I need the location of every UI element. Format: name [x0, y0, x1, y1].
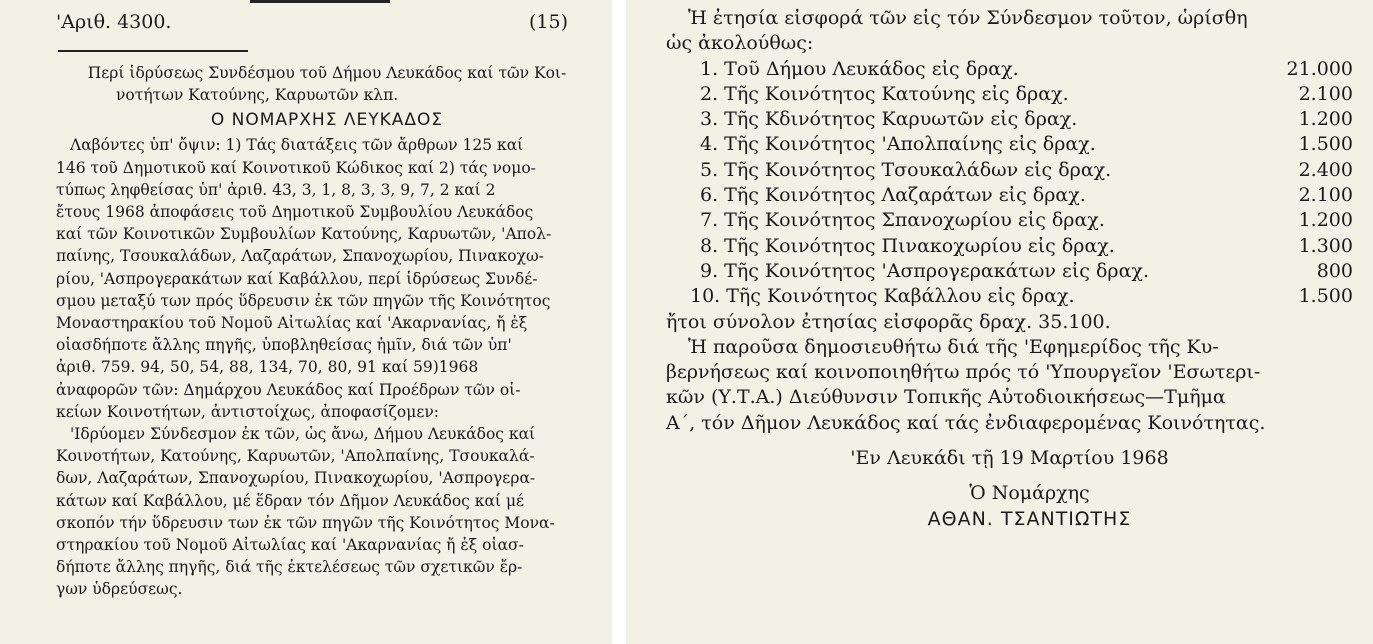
contribution-amount: 2.100 — [1298, 184, 1353, 207]
contribution-amount: 1.200 — [1298, 209, 1353, 232]
signature-name: ΑΘΑΝ. ΤΣΑΝΤΙΩΤΗΣ — [927, 507, 1132, 530]
contribution-label: 1. Τοῦ Δήμου Λευκάδος εἰς δραχ. — [700, 57, 1019, 80]
contribution-label: 10. Τῆς Κοινότητος Καβάλλου εἰς δραχ. — [690, 285, 1075, 308]
place-date: 'Εν Λευκάδι τῇ 19 Μαρτίου 1968 — [850, 447, 1169, 470]
right-page — [626, 0, 1373, 644]
body-line: στηρακίου τοῦ Νομοῦ Αἰτωλίας καί 'Ακαρνανίας ἤ ἐξ οἱασ- — [56, 536, 524, 555]
publication-line: Ἡ παροῦσα δημοσιευθήτω διά τῆς 'Εφημερίδος τῆς Κυ- — [688, 335, 1219, 358]
total-line: ἤτοι σύνολον ἐτησίας εἰσφορᾶς δραχ. 35.100. — [666, 310, 1111, 333]
publication-line: βερνήσεως καί κοινοποιηθήτω πρός τό 'Υπουργεῖον 'Εσωτερι- — [666, 361, 1261, 384]
contribution-amount: 2.400 — [1298, 158, 1353, 181]
contribution-amount: 21.000 — [1286, 57, 1353, 80]
body-line: 146 τοῦ Δημοτικοῦ καί Κοινοτικοῦ Κώδικος καί 2) τάς νομο- — [56, 158, 536, 177]
body-line: ἔτους 1968 ἀποφάσεις τοῦ Δημοτικοῦ Συμβουλίου Λευκάδος — [56, 203, 534, 222]
body-line: Μοναστηρακίου τοῦ Νομοῦ Αἰτωλίας καί 'Ακαρνανίας, ἤ ἐξ — [56, 314, 528, 333]
contribution-row — [666, 107, 1353, 132]
contribution-label: 3. Τῆς Κδινότητος Καρυωτῶν εἰς δραχ. — [700, 108, 1078, 131]
contribution-row — [666, 259, 1353, 284]
contribution-label: 4. Τῆς Κοινότητος 'Απολπαίνης εἰς δραχ. — [700, 133, 1096, 156]
body-line: δήποτε ἄλλης πηγῆς, διά τῆς ἐκτελέσεως τῶν σχετικῶν ἔρ- — [56, 558, 523, 577]
body-line: καί τῶν Κοινοτικῶν Συμβουλίων Κατούνης, Καρυωτῶν, 'Απολ- — [56, 225, 552, 244]
header-rule — [58, 50, 248, 52]
contribution-amount: 1.500 — [1298, 285, 1353, 308]
body-line: Κοινοτήτων, Κατούνης, Καρυωτῶν, 'Απολπαίνης, Τσουκαλά- — [56, 447, 535, 466]
contribution-row — [666, 284, 1353, 309]
body-line: τύπως ληφθείσας ὑπ' ἀριθ. 43, 3, 1, 8, 3, 3, 9, 7, 2 καί 2 — [56, 180, 496, 199]
body-line: σκοπόν τήν ὕδρευσιν των ἐκ τῶν πηγῶν τῆς Κοινότητος Μονα- — [56, 513, 555, 532]
intro-line: ὡς ἀκολούθως: — [666, 32, 814, 55]
contribution-label: 9. Τῆς Κοινότητος 'Ασπρογερακάτων εἰς δραχ. — [700, 259, 1149, 282]
right-body — [666, 6, 1353, 532]
publication-line: Α΄, τόν Δῆμον Λευκάδος καί τάς ἐνδιαφερομένας Κοινότητας. — [666, 411, 1266, 434]
authority-heading: Ο ΝΟΜΑΡΧΗΣ ΛΕΥΚΑΔΟΣ — [210, 110, 444, 131]
contribution-amount: 800 — [1316, 259, 1353, 282]
body-line: οἱασδήποτε ἄλλης πηγῆς, ὑποβληθείσας ἡμῖν, διά τῶν ὑπ' — [56, 336, 512, 355]
contribution-label: 7. Τῆς Κοινότητος Σπανοχωρίου εἰς δραχ. — [700, 209, 1105, 232]
publication-line: κῶν (Υ.Τ.Α.) Διεύθυνσιν Τοπικῆς Αὐτοδιοικήσεως—Τμῆμα — [666, 386, 1226, 409]
contribution-label: 6. Τῆς Κοινότητος Λαζαράτων εἰς δραχ. — [700, 184, 1086, 207]
contribution-amount: 2.100 — [1298, 82, 1353, 105]
contribution-label: 5. Τῆς Κοινότητος Τσουκαλάδων εἰς δραχ. — [700, 158, 1112, 181]
intro-line: Ἡ ἐτησία εἰσφορά τῶν εἰς τόν Σύνδεσμον τοῦτον, ὡρίσθη — [688, 7, 1248, 29]
body-line: γων ὑδρεύσεως. — [56, 580, 183, 599]
top-rule — [250, 0, 390, 3]
body-line: σμου μεταξύ των πρός ὕδρευσιν ἐκ τῶν πηγῶν τῆς Κοινότητος — [56, 291, 551, 310]
contribution-amount: 1.200 — [1298, 108, 1353, 131]
contribution-label: 8. Τῆς Κοινότητος Πινακοχωρίου εἰς δραχ. — [700, 234, 1115, 257]
body-line: Λαβόντες ὑπ' ὄψιν: 1) Τάς διατάξεις τῶν ἄρθρων 125 καί — [70, 136, 524, 155]
page-gutter — [612, 0, 626, 644]
contribution-amount: 1.300 — [1298, 234, 1353, 257]
contribution-row — [666, 57, 1353, 82]
body-line: 'Ιδρύομεν Σύνδεσμον ἐκ τῶν, ὡς ἄνω, Δήμου Λευκάδος καί — [70, 425, 536, 444]
subject-line: Περί ἱδρύσεως Συνδέσμου τοῦ Δήμου Λευκάδος καί τῶν Κοι- — [87, 64, 567, 82]
left-body-text — [56, 134, 598, 600]
subject-line: νοτήτων Κατούνης, Καρυωτῶν κλπ. — [116, 86, 399, 105]
contribution-row — [666, 234, 1353, 259]
contribution-row — [666, 183, 1353, 208]
contributions-list — [666, 57, 1353, 310]
left-page — [0, 0, 612, 644]
contribution-row — [666, 158, 1353, 183]
body-line: κάτων καί Καβάλλου, μέ ἕδραν τόν Δῆμον Λευκάδος καί μέ — [56, 491, 525, 510]
body-line: κείων Κοινοτήτων, ἀντιστοίχως, ἀποφασίζομεν: — [56, 402, 439, 421]
contribution-row — [666, 208, 1353, 233]
body-line: παίνης, Τσουκαλάδων, Λαζαράτων, Σπανοχωρίου, Πινακοχω- — [56, 247, 544, 266]
body-line: δων, Λαζαράτων, Σπανοχωρίου, Πινακοχωρίου, 'Ασπρογερα- — [56, 469, 536, 488]
body-line: ρίου, 'Ασπρογερακάτων καί Καβάλλου, περί ἱδρύσεως Συνδέ- — [56, 269, 538, 288]
left-header — [56, 10, 598, 36]
contribution-label: 2. Τῆς Κοινότητος Κατούνης εἰς δραχ. — [700, 82, 1069, 105]
subject-block — [56, 62, 598, 106]
body-line: ἀναφορῶν τῶν: Δημάρχου Λευκάδος καί Προέδρων τῶν οἰ- — [56, 380, 521, 399]
contribution-row — [666, 132, 1353, 157]
contribution-row — [666, 82, 1353, 107]
body-line: ἀριθ. 759. 94, 50, 54, 88, 134, 70, 80, 91 καί 59)1968 — [56, 358, 479, 377]
signature-title: Ὁ Νομάρχης — [969, 482, 1090, 505]
document-number: 'Αριθ. 4300. — [56, 11, 172, 33]
contribution-amount: 1.500 — [1298, 133, 1353, 156]
page-reference: (15) — [528, 11, 568, 33]
